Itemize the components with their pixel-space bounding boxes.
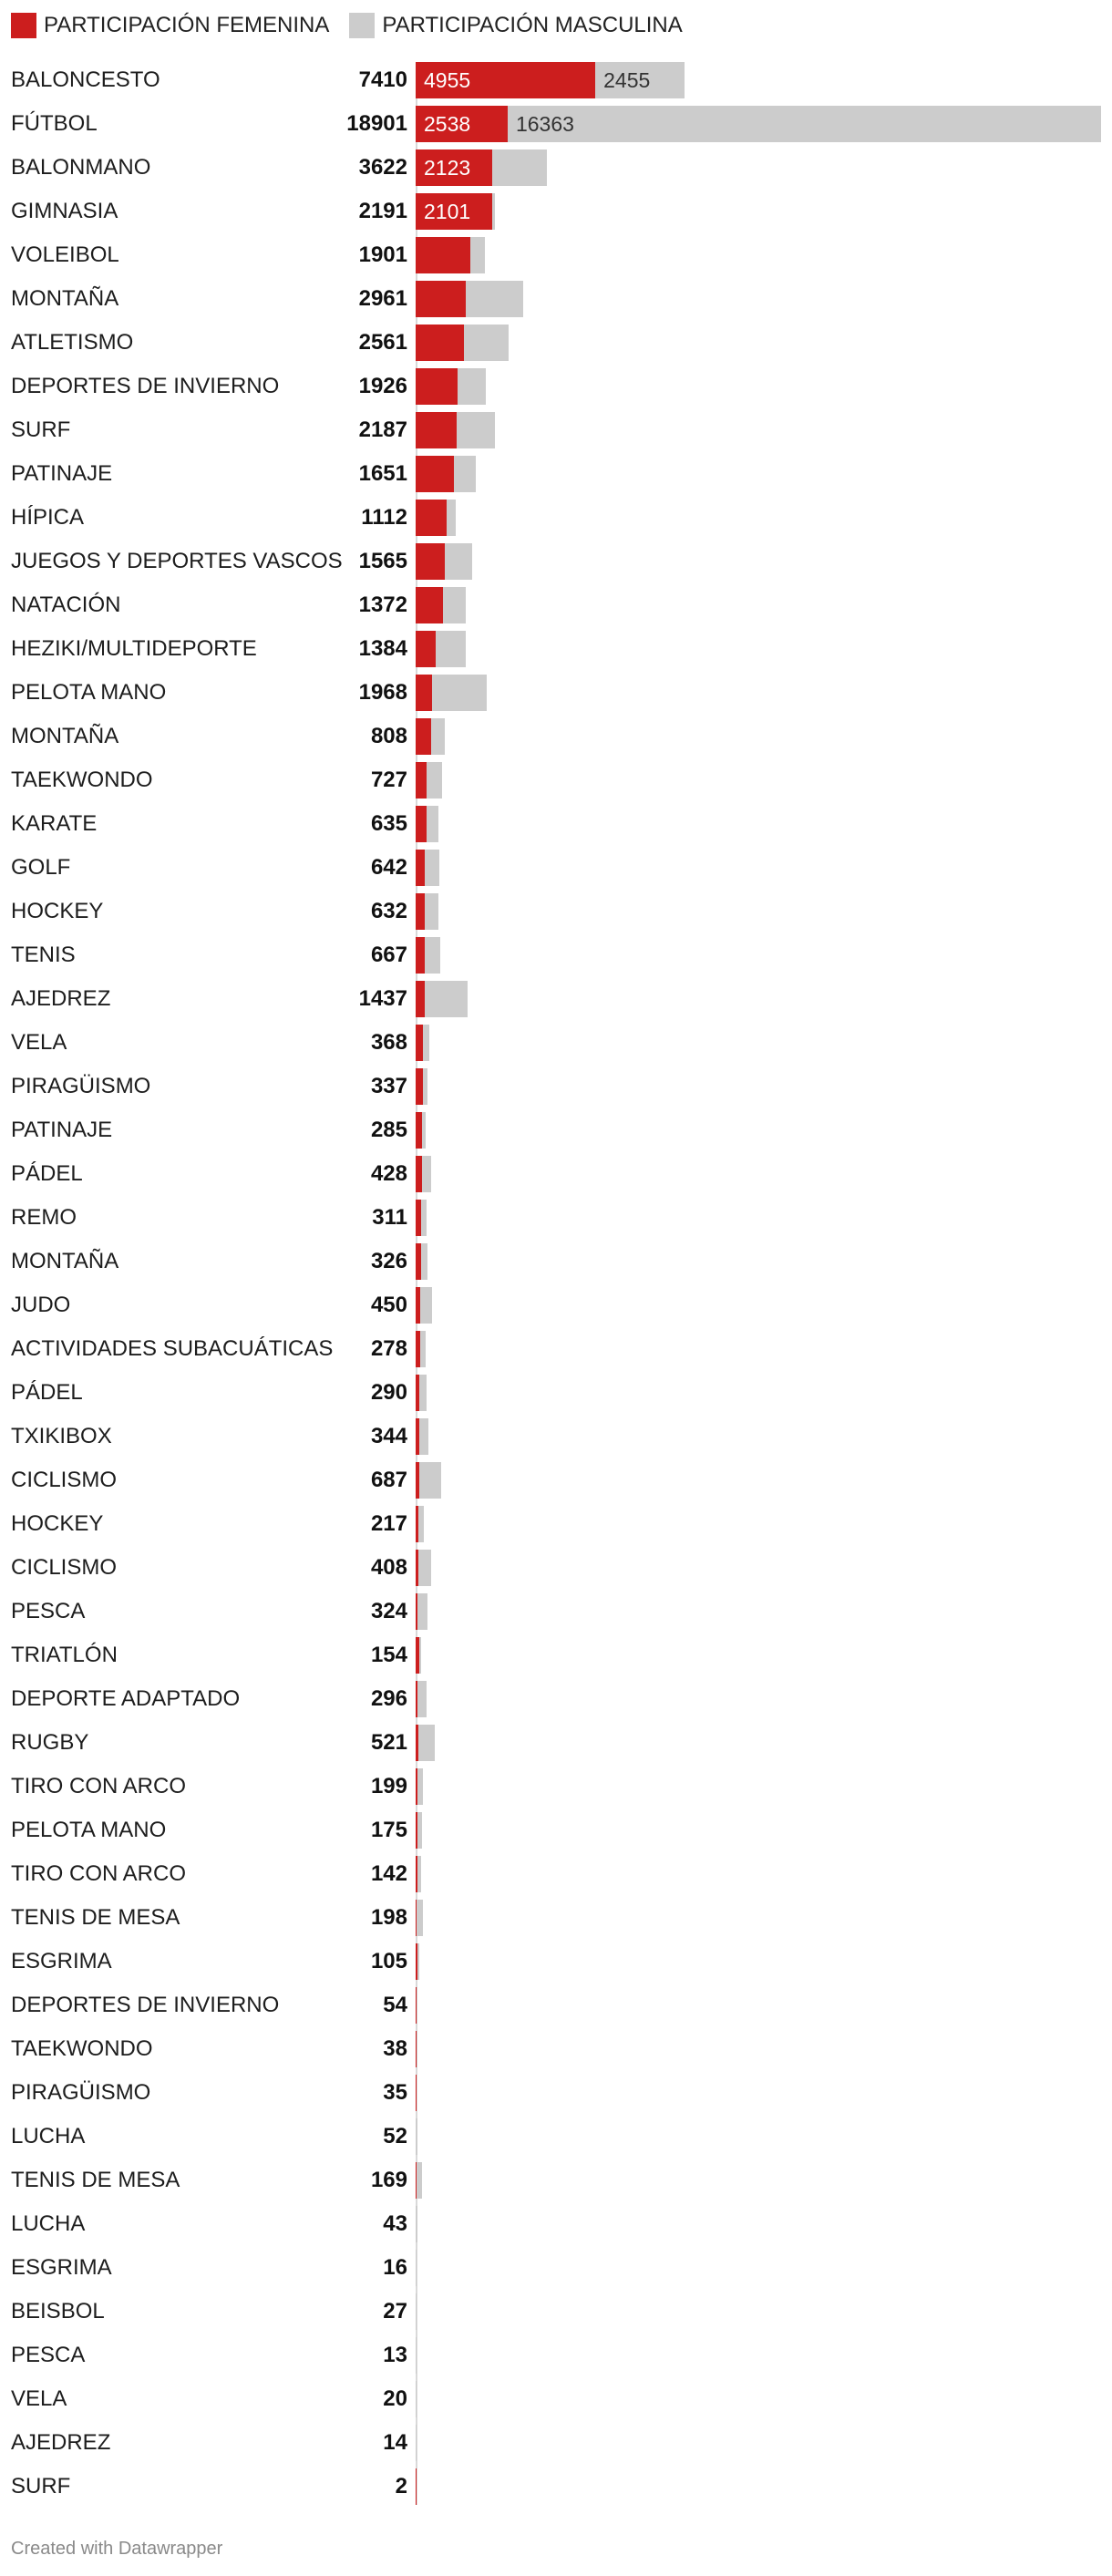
bar-male	[422, 1156, 431, 1192]
category-label: ESGRIMA	[11, 1949, 112, 1973]
bar-male	[421, 1200, 427, 1236]
bar-row	[0, 1068, 1112, 1105]
category-label: TAEKWONDO	[11, 2036, 153, 2061]
bar-male	[417, 1681, 427, 1717]
total-value-label: 3622	[358, 155, 407, 180]
bar-row	[0, 1681, 1112, 1717]
bar-male	[423, 1025, 429, 1061]
bar-male	[445, 543, 472, 580]
category-label: BALONMANO	[11, 155, 151, 180]
bar-female	[416, 937, 425, 974]
bar-row	[0, 412, 1112, 448]
category-label: PIRAGÜISMO	[11, 2080, 151, 2105]
bar-female	[416, 2075, 417, 2111]
bar-male	[418, 1506, 424, 1542]
category-label: PIRAGÜISMO	[11, 1074, 151, 1098]
bar-male	[416, 2118, 417, 2155]
total-value-label: 278	[370, 1336, 407, 1361]
data-label-male: 16363	[515, 112, 574, 136]
bar-male	[492, 149, 547, 186]
bar-row	[0, 631, 1112, 667]
bar-row	[0, 543, 1112, 580]
bar-row	[0, 500, 1112, 536]
category-label: HÍPICA	[11, 505, 85, 530]
category-label: NATACIÓN	[11, 592, 121, 617]
bar-male	[417, 1943, 420, 1980]
total-value-label: 296	[370, 1686, 407, 1711]
bar-row	[0, 1856, 1112, 1892]
bar-male	[423, 1068, 427, 1105]
bar-male	[447, 500, 456, 536]
data-label-female: 4955	[424, 68, 471, 92]
category-label: TENIS DE MESA	[11, 1905, 180, 1930]
category-label: ACTIVIDADES SUBACUÁTICAS	[11, 1336, 334, 1361]
category-label: SURF	[11, 417, 71, 442]
bar-row	[0, 1637, 1112, 1674]
total-value-label: 105	[370, 1949, 407, 1973]
bar-male	[417, 2162, 422, 2199]
bar-row	[0, 2468, 1112, 2505]
bar-row	[0, 675, 1112, 711]
bar-male	[436, 631, 466, 667]
legend-swatch-female	[11, 13, 36, 38]
bar-row	[0, 2337, 1112, 2374]
total-value-label: 154	[370, 1643, 407, 1667]
bar-row	[0, 587, 1112, 623]
category-label: BEISBOL	[11, 2299, 105, 2324]
category-label: DEPORTE ADAPTADO	[11, 1686, 241, 1711]
data-label-female: 2101	[424, 200, 471, 223]
bar-male	[417, 1593, 427, 1630]
bar-male	[416, 2206, 417, 2242]
bar-male	[416, 2293, 417, 2330]
bar-row	[0, 1943, 1112, 1980]
bar-female	[416, 718, 431, 755]
category-label: AJEDREZ	[11, 2430, 111, 2455]
bar-female	[416, 368, 458, 405]
category-label: MONTAÑA	[11, 724, 119, 748]
bar-male	[492, 193, 496, 230]
bar-row	[0, 1900, 1112, 1936]
category-label: PELOTA MANO	[11, 1818, 167, 1842]
bar-male	[417, 1856, 421, 1892]
bar-male	[508, 106, 1101, 142]
bar-row	[0, 1243, 1112, 1280]
bar-male	[417, 1812, 422, 1849]
bar-male	[417, 1768, 423, 1805]
category-label: JUEGOS Y DEPORTES VASCOS	[11, 549, 343, 573]
bar-row	[0, 1287, 1112, 1324]
category-label: CICLISMO	[11, 1555, 118, 1580]
total-value-label: 1384	[358, 636, 407, 661]
total-value-label: 198	[370, 1905, 407, 1930]
category-label: TIRO CON ARCO	[11, 1774, 187, 1798]
bar-male	[427, 806, 439, 842]
bar-male	[427, 762, 442, 799]
category-label: VOLEIBOL	[11, 242, 119, 267]
bar-row	[0, 1550, 1112, 1586]
data-label-female: 2123	[424, 156, 471, 180]
total-value-label: 7410	[358, 67, 407, 92]
total-value-label: 687	[370, 1468, 407, 1492]
bar-male	[454, 456, 476, 492]
bar-male	[417, 1900, 423, 1936]
bar-female	[416, 412, 457, 448]
total-value-label: 175	[370, 1818, 407, 1842]
bar-male	[419, 1462, 442, 1499]
total-value-label: 1901	[358, 242, 407, 267]
total-value-label: 2191	[358, 199, 407, 223]
total-value-label: 199	[370, 1774, 407, 1798]
legend-swatch-male	[349, 13, 375, 38]
bar-row	[0, 237, 1112, 273]
category-label: FÚTBOL	[11, 111, 98, 136]
bar-female	[416, 237, 470, 273]
total-value-label: 14	[383, 2430, 407, 2455]
bar-row	[0, 806, 1112, 842]
category-label: LUCHA	[11, 2124, 86, 2148]
bar-male	[419, 1418, 428, 1455]
category-label: HOCKEY	[11, 899, 104, 923]
total-value-label: 1926	[358, 374, 407, 398]
bar-row	[0, 1112, 1112, 1149]
category-label: PATINAJE	[11, 1118, 113, 1142]
bar-female	[416, 631, 436, 667]
category-label: KARATE	[11, 811, 98, 836]
bar-male	[466, 281, 523, 317]
legend-label-female: PARTICIPACIÓN FEMENINA	[44, 13, 330, 37]
total-value-label: 1968	[358, 680, 407, 705]
bar-row	[0, 1025, 1112, 1061]
bar-male	[421, 1243, 427, 1280]
bar-male	[425, 850, 439, 886]
total-value-label: 324	[370, 1599, 407, 1623]
bar-row	[0, 456, 1112, 492]
bar-male	[470, 237, 485, 273]
category-label: PESCA	[11, 2343, 86, 2367]
bar-female	[416, 325, 464, 361]
bar-row	[0, 1418, 1112, 1455]
bar-female	[416, 893, 425, 930]
category-label: CICLISMO	[11, 1468, 118, 1492]
category-label: LUCHA	[11, 2211, 86, 2236]
total-value-label: 43	[383, 2211, 407, 2236]
bar-female	[416, 981, 425, 1017]
bar-row	[0, 106, 1112, 142]
data-label-female: 2538	[424, 112, 471, 136]
legend-item-male	[349, 13, 682, 38]
total-value-label: 38	[383, 2036, 407, 2061]
total-value-label: 1112	[361, 505, 407, 530]
total-value-label: 2187	[358, 417, 407, 442]
total-value-label: 20	[383, 2386, 407, 2411]
category-label: HEZIKI/MULTIDEPORTE	[11, 636, 257, 661]
bar-row	[0, 1462, 1112, 1499]
bar-female	[416, 456, 454, 492]
bar-row	[0, 981, 1112, 1017]
bar-male	[419, 1637, 421, 1674]
bar-male	[425, 937, 440, 974]
bar-row	[0, 1200, 1112, 1236]
category-label: TENIS DE MESA	[11, 2168, 180, 2192]
total-value-label: 344	[370, 1424, 407, 1448]
total-value-label: 27	[383, 2299, 407, 2324]
category-label: PÁDEL	[11, 1161, 83, 1186]
bar-row	[0, 1375, 1112, 1411]
bar-male	[425, 981, 468, 1017]
category-label: PÁDEL	[11, 1380, 83, 1405]
total-value-label: 285	[370, 1118, 407, 1142]
bar-male	[425, 893, 439, 930]
bar-female	[416, 1156, 422, 1192]
category-label: JUDO	[11, 1293, 71, 1317]
bar-row	[0, 1331, 1112, 1367]
total-value-label: 169	[370, 2168, 407, 2192]
total-value-label: 13	[383, 2343, 407, 2367]
category-label: REMO	[11, 1205, 77, 1230]
total-value-label: 16	[383, 2255, 407, 2280]
bar-row	[0, 1506, 1112, 1542]
category-label: AJEDREZ	[11, 986, 111, 1011]
bar-female	[416, 281, 466, 317]
category-label: TIRO CON ARCO	[11, 1861, 187, 1886]
bar-female	[416, 806, 427, 842]
bar-row	[0, 281, 1112, 317]
bar-row	[0, 1156, 1112, 1192]
total-value-label: 18901	[346, 111, 407, 136]
bar-row	[0, 149, 1112, 186]
bar-female	[416, 1112, 422, 1149]
bar-male	[418, 1725, 435, 1761]
total-value-label: 217	[370, 1511, 407, 1536]
bar-row	[0, 2293, 1112, 2330]
total-value-label: 808	[370, 724, 407, 748]
total-value-label: 428	[370, 1161, 407, 1186]
total-value-label: 2	[395, 2474, 407, 2499]
bar-female	[416, 850, 425, 886]
bar-row	[0, 2250, 1112, 2286]
bar-row	[0, 2075, 1112, 2111]
legend-label-male: PARTICIPACIÓN MASCULINA	[382, 13, 683, 37]
category-label: MONTAÑA	[11, 1249, 119, 1273]
data-label-male: 2455	[603, 68, 651, 92]
category-label: TENIS	[11, 943, 76, 967]
bar-female	[416, 500, 447, 536]
bar-female	[416, 675, 432, 711]
category-label: ESGRIMA	[11, 2255, 112, 2280]
category-label: VELA	[11, 2386, 67, 2411]
category-label: DEPORTES DE INVIERNO	[11, 1993, 280, 2017]
category-label: VELA	[11, 1030, 67, 1055]
credit-footer: Created with Datawrapper	[11, 2539, 223, 2559]
bar-male	[464, 325, 509, 361]
total-value-label: 142	[370, 1861, 407, 1886]
category-label: PELOTA MANO	[11, 680, 167, 705]
category-label: HOCKEY	[11, 1511, 104, 1536]
category-label: ATLETISMO	[11, 330, 134, 355]
category-label: DEPORTES DE INVIERNO	[11, 374, 280, 398]
bar-male	[457, 412, 495, 448]
bar-row	[0, 762, 1112, 799]
total-value-label: 1372	[358, 592, 407, 617]
bar-female	[416, 543, 445, 580]
category-label: PESCA	[11, 1599, 86, 1623]
bar-row	[0, 2206, 1112, 2242]
bar-female	[416, 1025, 423, 1061]
category-label: GIMNASIA	[11, 199, 118, 223]
bar-row	[0, 2162, 1112, 2199]
bar-male	[443, 587, 466, 623]
legend-item-female	[11, 13, 329, 38]
category-label: PATINAJE	[11, 461, 113, 486]
bar-row	[0, 1987, 1112, 2024]
bar-row	[0, 193, 1112, 230]
bar-male	[420, 1287, 432, 1324]
category-label: SURF	[11, 2474, 71, 2499]
category-label: RUGBY	[11, 1730, 89, 1755]
chart-legend	[11, 11, 703, 40]
total-value-label: 290	[370, 1380, 407, 1405]
bar-row	[0, 2425, 1112, 2461]
total-value-label: 521	[370, 1730, 407, 1755]
bar-male	[416, 2381, 417, 2417]
bar-male	[420, 1331, 427, 1367]
total-value-label: 632	[370, 899, 407, 923]
total-value-label: 1565	[358, 549, 407, 573]
bar-row	[0, 718, 1112, 755]
bar-female	[416, 1068, 423, 1105]
bar-male	[419, 1375, 427, 1411]
category-label: TAEKWONDO	[11, 768, 153, 792]
category-label: BALONCESTO	[11, 67, 160, 92]
total-value-label: 2961	[358, 286, 407, 311]
bar-female	[416, 762, 427, 799]
bar-row	[0, 1768, 1112, 1805]
bar-row	[0, 2118, 1112, 2155]
total-value-label: 1437	[358, 986, 407, 1011]
bar-male	[458, 368, 486, 405]
total-value-label: 311	[372, 1205, 407, 1230]
bar-row	[0, 1725, 1112, 1761]
bar-row	[0, 937, 1112, 974]
category-label: MONTAÑA	[11, 286, 119, 311]
bar-female	[416, 587, 443, 623]
total-value-label: 35	[383, 2080, 407, 2105]
bar-row	[0, 2031, 1112, 2067]
category-label: TXIKIBOX	[11, 1424, 112, 1448]
bar-row	[0, 893, 1112, 930]
bar-row	[0, 2381, 1112, 2417]
total-value-label: 2561	[358, 330, 407, 355]
total-value-label: 326	[370, 1249, 407, 1273]
total-value-label: 54	[383, 1993, 407, 2017]
bar-row	[0, 850, 1112, 886]
total-value-label: 642	[370, 855, 407, 880]
bar-row	[0, 1593, 1112, 1630]
category-label: TRIATLÓN	[11, 1643, 118, 1667]
total-value-label: 1651	[358, 461, 407, 486]
bar-male	[418, 1550, 431, 1586]
bar-male	[422, 1112, 426, 1149]
total-value-label: 368	[370, 1030, 407, 1055]
bar-row	[0, 62, 1112, 98]
total-value-label: 337	[370, 1074, 407, 1098]
total-value-label: 667	[370, 943, 407, 967]
bar-male	[432, 675, 487, 711]
bar-row	[0, 1812, 1112, 1849]
bar-row	[0, 325, 1112, 361]
total-value-label: 450	[370, 1293, 407, 1317]
total-value-label: 727	[370, 768, 407, 792]
bar-male	[431, 718, 445, 755]
total-value-label: 408	[370, 1555, 407, 1580]
category-label: GOLF	[11, 855, 71, 880]
total-value-label: 52	[383, 2124, 407, 2148]
total-value-label: 635	[370, 811, 407, 836]
bar-row	[0, 368, 1112, 405]
